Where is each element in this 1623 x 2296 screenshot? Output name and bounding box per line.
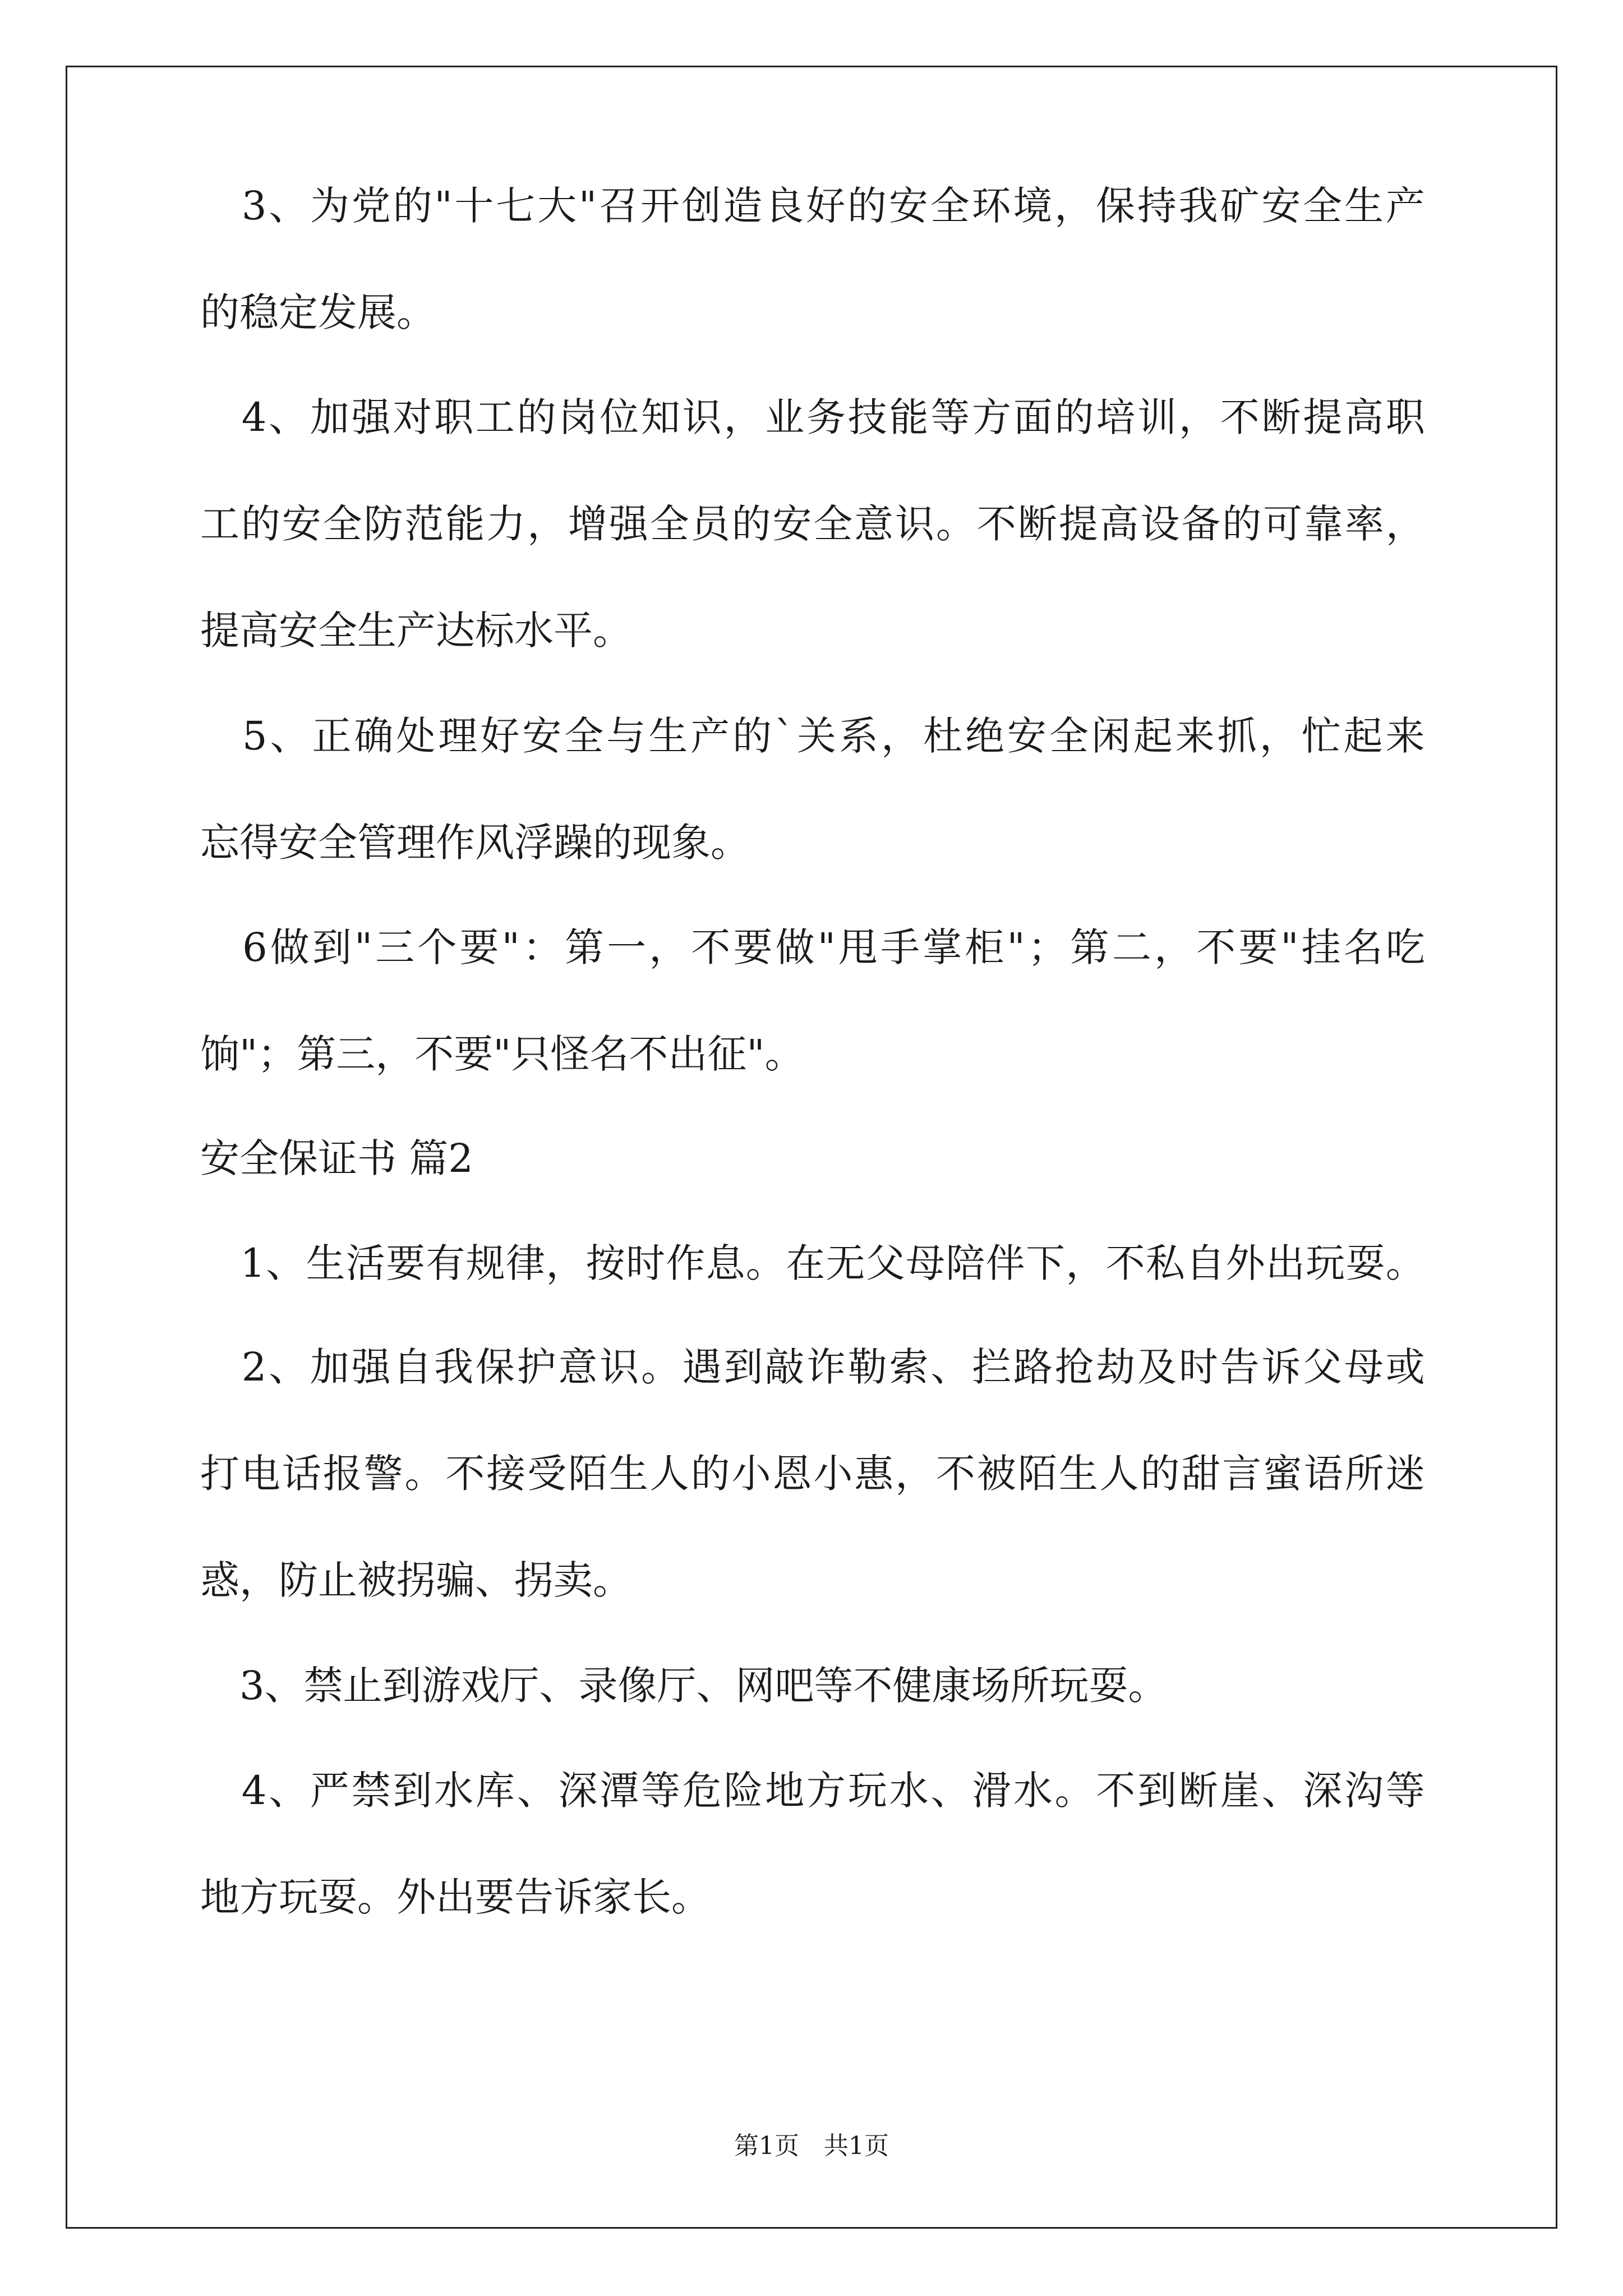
paragraph-5-line-1: 5 、 正 确 处 理 好 安 全 与 生 产 的 ` 关 系 ， 杜 绝 安 全 闲 起 来 抓 ， 忙 起 来 — [242, 713, 1425, 759]
paragraph-4-line-2: 工 的 安 全 防 范 能 力 ， 增 强 全 员 的 安 全 意 识 。 不 断 提 高 设 备 的 可 靠 率 ， — [200, 501, 1425, 547]
paragraph-3-line-1: 3 、 为 党 的 " 十 七 大 " 召 开 创 造 良 好 的 安 全 环 境 ， 保 持 我 矿 安 全 生 产 — [241, 183, 1425, 229]
page-number-label: 第1页 共1页 — [734, 2132, 889, 2160]
section-paragraph-2-line-1: 2 、 加 强 自 我 保 护 意 识 。 遇 到 敲 诈 勒 索 、 拦 路 抢 劫 及 时 告 诉 父 母 或 — [241, 1344, 1425, 1390]
section-paragraph-3-line-1: 3、禁止到游戏厅、录像厅、网吧等不健康场所玩耍。 — [200, 1663, 1168, 1709]
page-footer — [0, 2129, 1623, 2163]
paragraph-6-line-1: 6 做 到 " 三 个 要 " ： 第 一 ， 不 要 做 " 甩 手 掌 柜 " ； 第 二 ， 不 要 " 挂 名 吃 — [242, 924, 1425, 970]
section-paragraph-4-line-2: 地方玩耍。外出要告诉家长。 — [200, 1874, 711, 1920]
section-title: 安全保证书 篇2 — [200, 1135, 473, 1181]
paragraph-4-line-3: 提高安全生产达标水平。 — [200, 608, 632, 654]
section-paragraph-2-line-2: 打 电 话 报 警 。 不 接 受 陌 生 人 的 小 恩 小 惠 ， 不 被 陌 生 人 的 甜 言 蜜 语 所 迷 — [200, 1451, 1425, 1497]
section-paragraph-4-line-1: 4 、 严 禁 到 水 库 、 深 潭 等 危 险 地 方 玩 水 、 滑 水 。 不 到 断 崖 、 深 沟 等 — [241, 1768, 1425, 1814]
paragraph-4-line-1: 4 、 加 强 对 职 工 的 岗 位 知 识 ， 业 务 技 能 等 方 面 的 培 训 ， 不 断 提 高 职 — [241, 394, 1425, 440]
paragraph-5-line-2: 忘得安全管理作风浮躁的现象。 — [200, 820, 750, 866]
paragraph-3-line-2: 的稳定发展。 — [200, 289, 436, 335]
paragraph-6-line-2: 饷"；第三，不要"只怪名不出征"。 — [200, 1031, 804, 1077]
section-paragraph-2-line-3: 惑，防止被拐骗、拐卖。 — [200, 1557, 632, 1603]
section-paragraph-1-line-1: 1 、 生 活 要 有 规 律 ， 按 时 作 息 。 在 无 父 母 陪 伴 下 ， 不 私 自 外 出 玩 耍 。 — [240, 1240, 1425, 1286]
